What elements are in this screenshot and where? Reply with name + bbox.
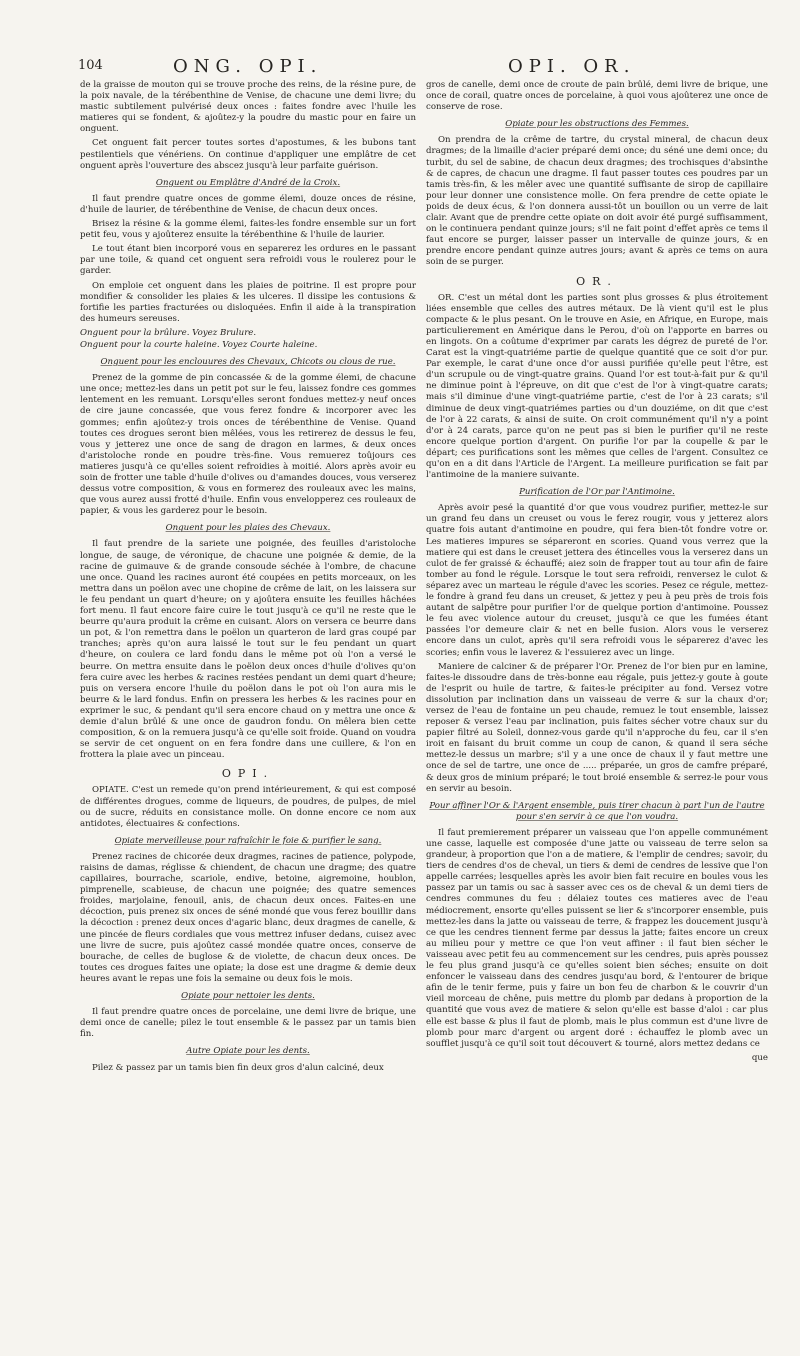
recipe-heading: Pour affiner l'Or & l'Argent ensemble, puis tirer chacun à part l'un de l'autre pour s'en servir à ce que l'on voudra. [429,800,765,822]
recipe-heading: Autre Opiate pour les dents. [186,1046,310,1057]
running-head-left: ONG. OPI. [173,56,323,77]
paragraph: Prenez de la gomme de pin concassée & de la gomme élemi, de chacune une once; mettez-les dans un petit pot sur le feu, laissez fondre ces gommes lentement en les remuant. Lorsqu'elles seront fondues mettez-y neuf onces de cire jaune concassée, que vous ferez fondre & incorporer avec les gommes; enfin ajoûtez-y trois onces de térébenthine de Venise. Quand toutes ces drogues seront bien mêlées, vous les retirerez de dessus le feu, vous y jetterez une once de sang de dragon en larmes, & deux onces d'aristoloche ronde en poudre très-fine. Vous remuerez toûjours ces matieres jusqu'à ce qu'elles soient refroidies à moitié. Alors après avoir eu soin de frotter une table d'huile d'olives ou d'amandes douces, vous verserez dessus votre composition, & vous en formerez des rouleaux avec les mains, que vous aurez aussi frotté d'huile. Enfin vous envelopperez ces rouleaux de papier, & vous les garderez pour le besoin. [80,373,416,517]
paragraph: OR. C'est un métal dont les parties sont plus grosses & plus étroitement liées ensemble que celles des autres métaux. De là vient qu'il est le plus compacte & le plus pesant. On le trouve en Asie, en Afrique, en Europe, mais particulierement en Amérique dans le Perou, d'où on l'apporte en barres ou en lingots. On a coûtume d'exprimer par carats les dégrez de pureté de l'or. Carat est la vingt-quatriéme partie de quelque quantité que ce soit d'or pur. Par exemple, le carat d'une once d'or aussi purifiée qu'elle peut l'être, est d'un scrupule ou de vingt-quatre grains. Quand l'or est tout-à-fait pur & qu'il ne diminue point à l'épreuve, on dit que c'est de l'or à vingt-quatre carats; mais s'il diminue d'une vingt-quatriéme partie, c'est de l'or à 23 carats; s'il diminue de deux vingt-quatriémes parties ou d'un douziéme, on dit que c'est de l'or à 22 carats, & ainsi de suite. On croit communément qu'il n'y a point d'or à 24 carats, parce qu'on ne peut pas si bien le purifier qu'il ne reste encore quelque portion d'argent. On purifie l'or par la coupelle & par le départ; ces purifications sont les mêmes que celles de l'argent. Consultez ce qu'on en a dit dans l'Article de l'Argent. La meilleure purification se fait par l'antimoine de la maniere suivante. [426,292,768,481]
recipe-heading: Opiate pour les obstructions des Femmes. [505,119,689,130]
paragraph: Il faut premierement préparer un vaisseau que l'on appelle communément une casse, laquelle est composée d'une jatte ou vaisseau de terre selon sa grandeur, à proportion que l'on a de matiere, & l'emplir de cendres; savoir, du tiers de cendres d'os de cheval, un tiers & demi de cendres de lessive que l'on appelle carrées; lesquelles après les avoir bien fait recuire en boules vous les passez par un tamis ou sac à sasser avec ces os de cheval & un demi tiers de cendres communes du feu : délaiez toutes ces matieres avec de l'eau médiocrement, ensorte qu'elles puissent se lier & s'incorporer ensemble, puis mettez-les dans la jatte ou vaisseau de terre, & frappez les doucement jusqu'à ce que les cendres tiennent ferme par dessus la jatte; faites encore un creux au milieu pour y mettre ce que l'on veut affiner : il faut bien sécher le vaisseau avec petit feu au commencement sur les cendres, puis après poussez le feu plus grand jusqu'à ce qu'elles soient bien séches; ensuite on doit enfoncer le vaisseau dans des cendres jusqu'au bord, & l'entourer de brique afin de le tenir ferme, puis y faire un bon feu de charbon & le couvrir d'un vieil morceau de chêne, puis mettre du plomb par dedans à proportion de la quantité que vous avez de matiere & selon qu'elle est basse d'aloi : car plus elle est basse & plus il faut de plomb, mais le plus commun est d'une livre de plomb pour marc d'argent ou argent doré : échauffez le plomb avec un soufflet jusqu'à ce qu'il soit tout découvert & tourné, alors mettez dedans ce [426,827,768,1049]
paragraph: Le tout étant bien incorporé vous en separerez les ordures en le passant par une toile, & quand cet onguent sera refroidi vous le roulerez pour le garder. [80,244,416,277]
page-header [78,56,772,80]
paragraph: gros de canelle, demi once de croute de pain brûlé, demi livre de brique, une once de corail, quatre onces de porcelaine, à quoi vous ajoûterez une once de conserve de rose. [426,80,768,113]
recipe-heading: Opiate pour nettoier les dents. [181,991,315,1002]
cross-reference: Onguent pour la courte haleine. Voyez Courte haleine. [80,339,318,350]
paragraph: Cet onguent fait percer toutes sortes d'apostumes, & les bubons tant pestilentiels que vénériens. On continue d'appliquer une emplâtre de cet onguent après l'ouverture des abscez jusqu'à leur parfaite guérison. [80,138,416,171]
recipe-heading: Purification de l'Or par l'Antimoine. [519,487,675,498]
section-heading: OPI. [221,767,275,781]
page-number: 104 [78,58,103,73]
section-heading: OR. [576,274,618,288]
paragraph: Il faut prendre quatre onces de gomme élemi, douze onces de résine, d'huile de laurier, de térébenthine de Venise, de chacun deux onces. [80,193,416,215]
catchword: que [751,1052,768,1063]
recipe-heading: Opiate merveilleuse pour rafraîchir le foie & purifier le sang. [114,835,382,846]
recipe-heading: Onguent pour les plaies des Chevaux. [165,523,331,534]
paragraph: Après avoir pesé la quantité d'or que vous voudrez purifier, mettez-le sur un grand feu dans un creuset ou vous le ferez rougir, vous y jetterez alors quatre fois autant d'antimoine en poudre, qui fera bien-tôt fondre votre or. Les matieres impures se sépareront en scories. Quand vous verrez que la matiere qui est dans le creuset jettera des étincelles vous la verserez dans un culot de fer graissé & échauffé; aiez soin de frapper tout au tour afin de faire tomber au fond le régule. Lorsque le tout sera refroidi, renversez le culot & séparez avec un marteau le régule d'avec les scories. Pesez ce régule, mettez-le fondre à grand feu dans un creuset, & jettez y peu à peu près de trois fois autant de salpêtre pour purifier l'or de quelque portion d'antimoine. Poussez le feu avec violence autour du creuset, jusqu'à ce que les fumées étant passées l'or demeure clair & net en belle fusion. Alors vous le verserez encore dans un culot, après qu'il sera refroidi vous le séparerez d'avec les scories; enfin vous le laverez & l'essuierez avec un linge. [426,503,768,658]
recipe-heading: Onguent pour les enclouures des Chevaux, Chicots ou clous de rue. [100,357,396,368]
paragraph: Prenez racines de chicorée deux dragmes, racines de patience, polypode, raisins de damas, réglisse & chiendent, de chacun une dragme; des quatre capillaires, bourrache, scariole, endive, betoine, aigremoine, houblon, pimprenelle, scabieuse, de chacun une poignée; des quatre semences froides, marjolaine, fenouil, anis, de chacun deux onces. Faites-en une décoction, puis prenez six onces de séné mondé que vous ferez bouillir dans la décoction : prenez deux onces d'agaric blanc, deux dragmes de canelle, & une pincée de fleurs cordiales que vous mettrez infuser dedans, cuisez avec une livre de sucre, puis ajoûtez cassé mondée quatre onces, conserve de bourache, de celles de buglose & de violette, de chacun deux onces. De toutes ces drogues faites une opiate; la dose est une dragme & demie deux heures avant le repas une fois la semaine ou deux fois le mois. [80,851,416,984]
paragraph: Brisez la résine & la gomme élemi, faites-les fondre ensemble sur un fort petit feu, vous y ajoûterez ensuite la térébenthine & l'huile de laurier. [80,219,416,241]
paragraph: Il faut prendre de la sariete une poignée, des feuilles d'aristoloche longue, de sauge, de véronique, de chacune une poignée & demie, de la racine de guimauve & de grande consoude séchée à l'ombre, de chacune une once. Quand les racines auront été coupées en petits morceaux, on les mettra dans un poëlon avec une chopine de crême de lait, on les laissera sur le feu pendant un quart d'heure; on y ajoûtera ensuite les feuilles hâchées fort menu. Il faut encore faire cuire le tout jusqu'à ce qu'il ne reste que le beurre qu'aura produit la crême en cuisant. Alors on versera ce beurre dans un pot, & l'on remettra dans le poëlon un quarteron de lard gras coupé par tranches; après qu'on aura laissé le tout sur le feu pendant un quart d'heure, on coulera ce lard fondu dans le même pot où l'on a versé le beurre. On mettra ensuite dans le poëlon deux onces d'huile d'olives qu'on fera cuire avec les herbes & racines restées pendant un demi quart d'heure; puis on versera encore l'huile du poëlon dans le pot où l'on aura mis le beurre & le lard fondus. Enfin on pressera les herbes & les racines pour en exprimer le suc, & pendant qu'il sera encore chaud on y mettra une once & demie d'alun brûlé & une once de gaudron fondu. On mêlera bien cette composition, & on la remuera jusqu'à ce qu'elle soit froide. Quand on voudra se servir de cet onguent on en fera fondre dans une cuillere, & l'on en frottera la plaie avec un pinceau. [80,539,416,761]
cross-reference: Onguent pour la brûlure. Voyez Brulure. [80,327,257,338]
paragraph: Maniere de calciner & de préparer l'Or. Prenez de l'or bien pur en lamine, faites-le dissoudre dans de très-bonne eau régale, puis jettez-y goute à goute de l'esprit ou huile de tartre, & faites-le précipiter au fond. Versez votre dissolution par inclination dans un vaisseau de verre & sur la chaux d'or; versez de l'eau de fontaine un peu chaude, remuez le tout ensemble, laissez reposer & versez l'eau par inclination, puis faites sécher votre chaux sur du papier filtré au Soleil, donnez-vous garde qu'il n'approche du feu, car il s'en iroit en faisant du bruit comme un coup de canon, & quand il sera séche mettez-le dessus un marbre; s'il y a une once de chaux il y faut mettre une once de sel de tartre, une once de ..... préparée, un gros de camfre préparé, & deux gros de minium préparé; le tout broié ensemble & serrez-le pour vous en servir au besoin. [426,661,768,794]
paragraph: On prendra de la crême de tartre, du crystal mineral, de chacun deux dragmes; de la limaille d'acier préparé demi once; du séné une demi once; du turbit, du sel de sabine, de chacun deux dragmes; des trochisques d'absinthe & de capres, de chacun une dragme. Il faut passer toutes ces poudres par un tamis très-fin, & les mêler avec une quantité suffisante de sirop de capillaire pour leur donner une consistence molle. On fera prendre de cette opiate le poids de deux écus, & l'on donnera aussi-tôt un bouillon ou un verre de lait clair. Avant que de prendre cette opiate on doit avoir été purgé suffisamment, on le continuera pendant quinze jours; s'il ne fait point d'effet après ce tems il faut encore se purger, laisser passer un intervalle de quinze jours, & en prendre encore pendant quinze autres jours; avant & après ce tems on aura soin de se purger. [426,135,768,268]
paragraph: OPIATE. C'est un remede qu'on prend intérieurement, & qui est composé de différentes drogues, comme de liqueurs, de poudres, de pulpes, de miel ou de sucre, réduits en consistance molle. On donne encore ce nom aux antidotes, électuaires & confections. [80,785,416,829]
paragraph: Il faut prendre quatre onces de porcelaine, une demi livre de brique, une demi once de canelle; pilez le tout ensemble & le passez par un tamis bien fin. [80,1007,416,1040]
recipe-heading: Onguent ou Emplâtre d'André de la Croix. [155,177,341,188]
paragraph: de la graisse de mouton qui se trouve proche des reins, de la résine pure, de la poix navale, de la térébenthine de Venise, de chacune une demi livre; du mastic subtilement pulvérisé deux onces : faites fondre avec l'huile les matieres qui se fondent, & ajoûtez-y la poudre du mastic pour en faire un onguent. [80,80,416,135]
running-head-right: OPI. OR. [508,56,636,77]
paragraph: On emploie cet onguent dans les plaies de poitrine. Il est propre pour mondifier & consolider les plaies & les ulceres. Il dissipe les contusions & fortifie les parties fracturées ou disloquées. Enfin il aide à la transpiration des humeurs sereuses. [80,280,416,324]
left-column [80,80,416,1077]
right-column [426,80,768,1064]
paragraph: Pilez & passez par un tamis bien fin deux gros d'alun calciné, deux [92,1062,384,1073]
